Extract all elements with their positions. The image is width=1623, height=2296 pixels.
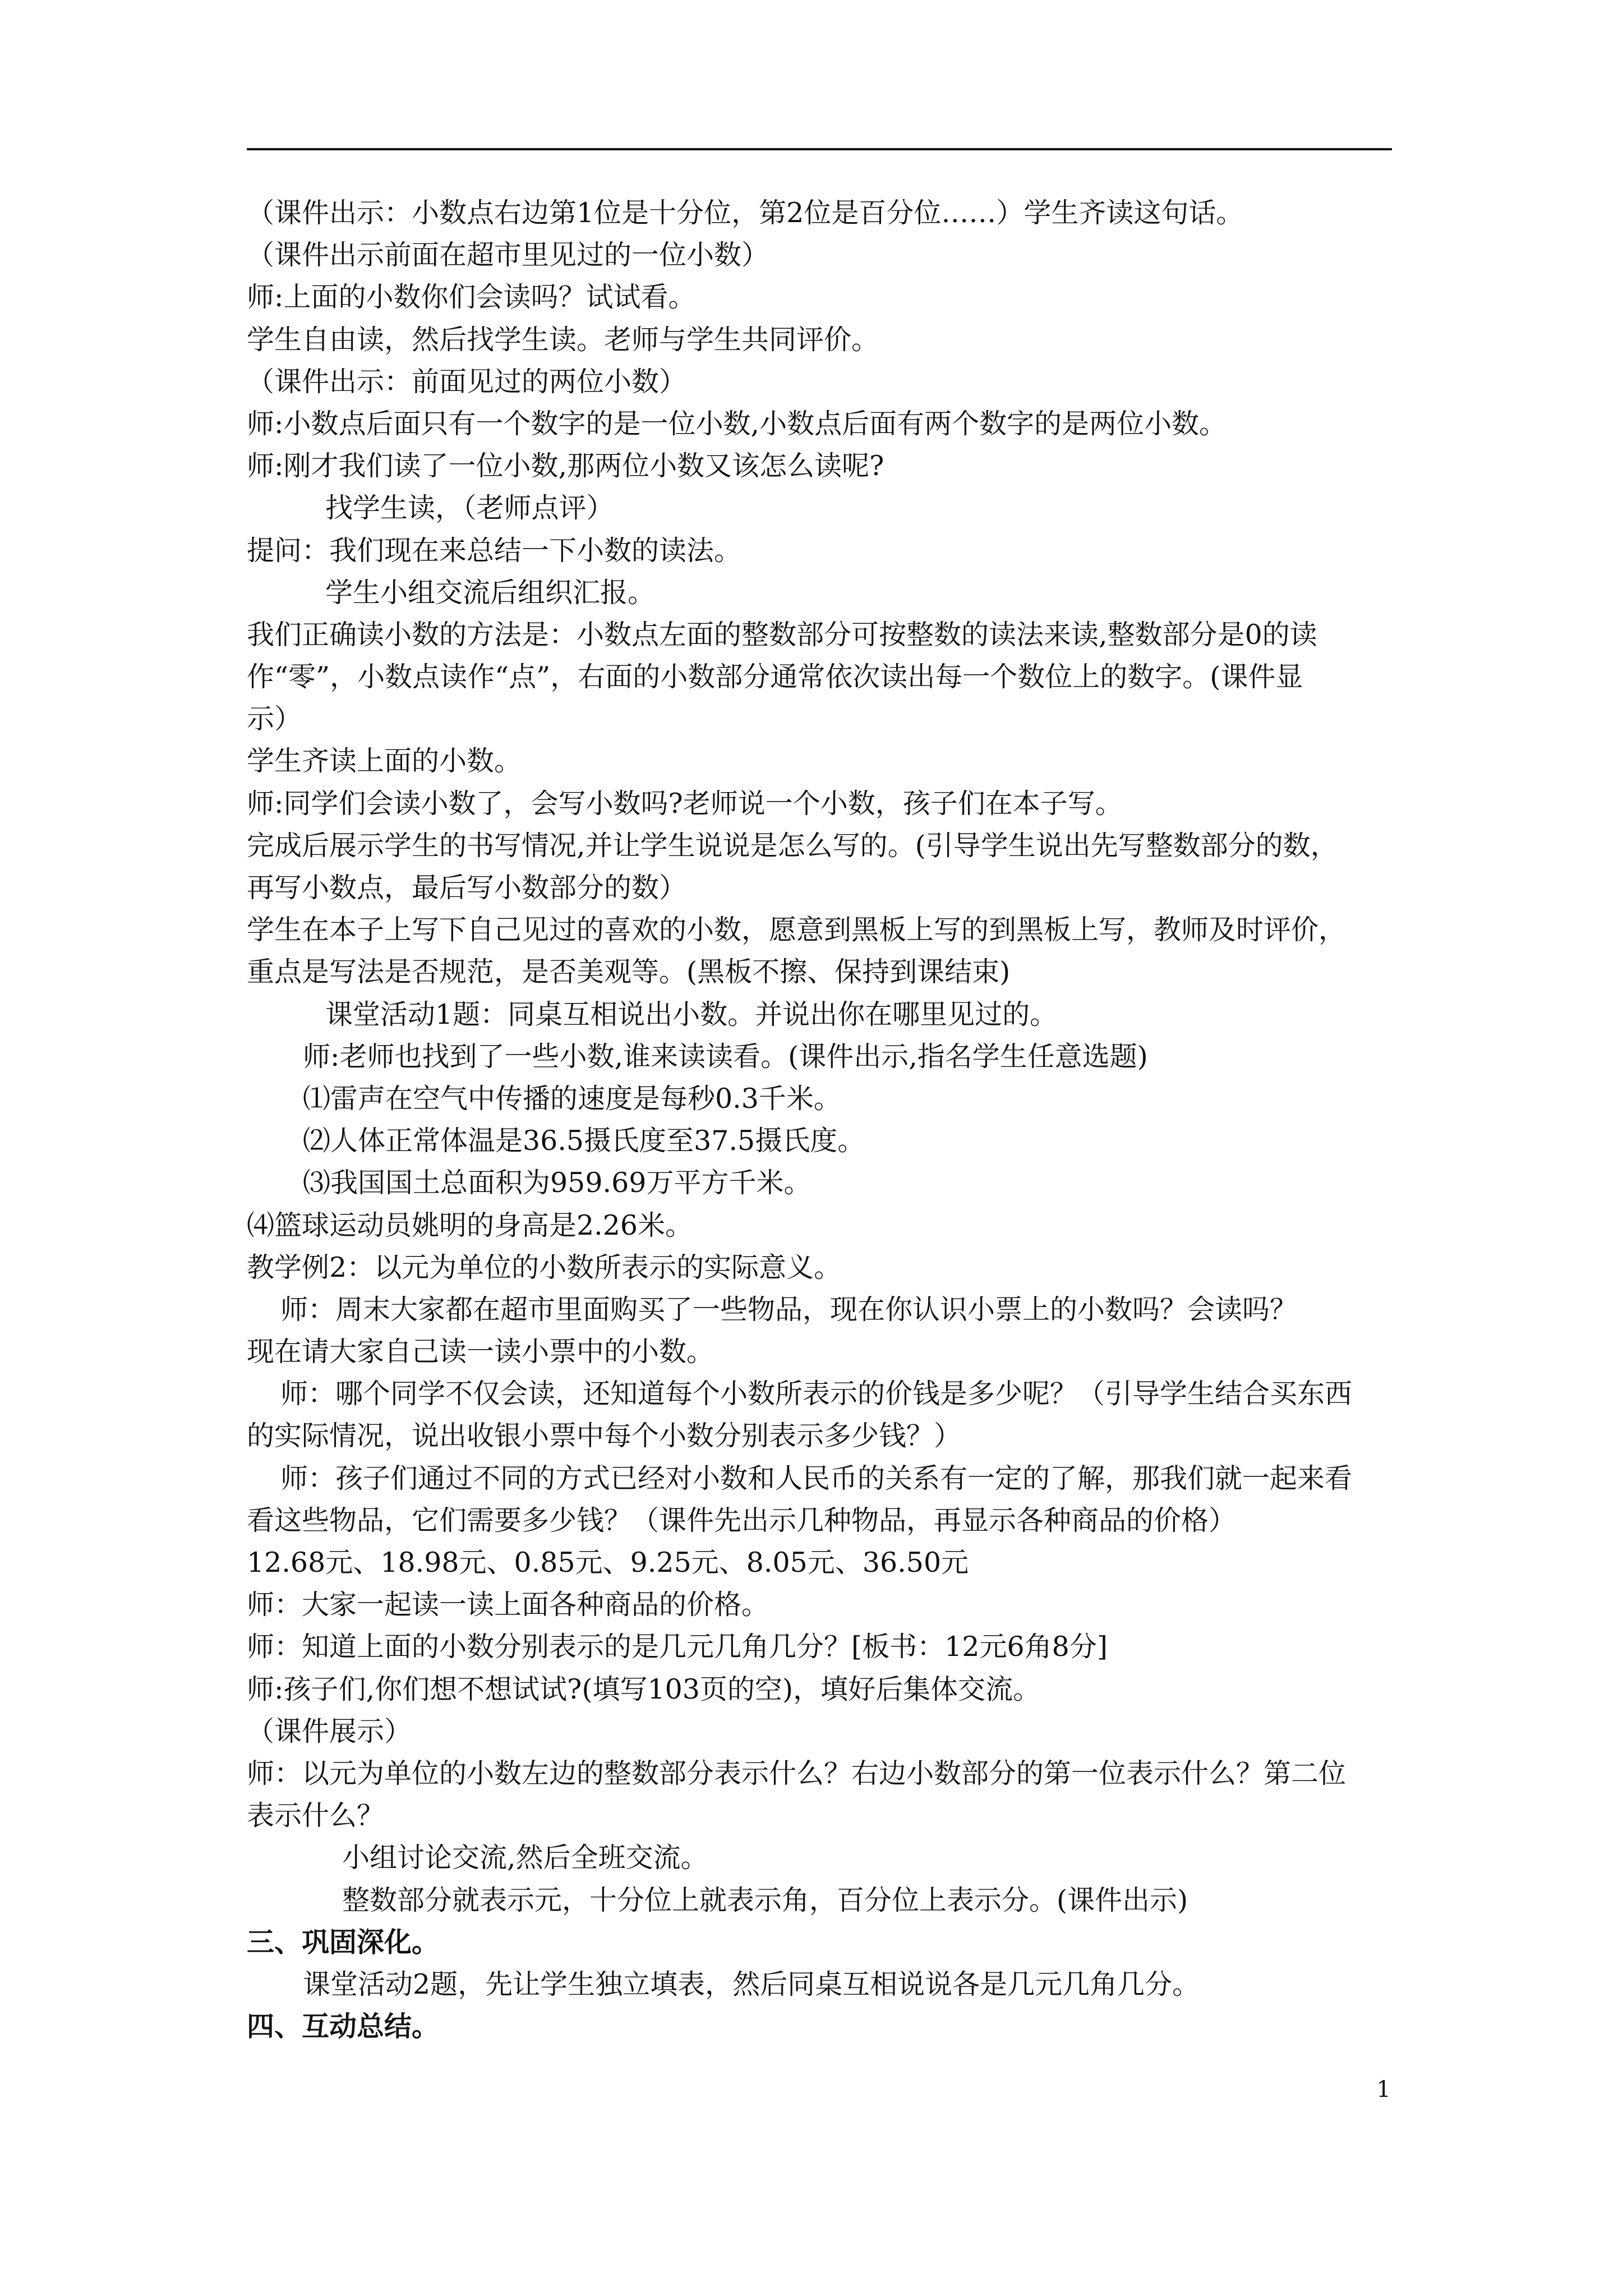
section-heading: 四、互动总结。	[247, 2010, 440, 2043]
text-line: 提问：我们现在来总结一下小数的读法。	[247, 534, 742, 567]
text-line: 师:孩子们,你们想不想试试?(填写103页的空)，填好后集体交流。	[247, 1673, 1041, 1705]
text-line: 整数部分就表示元，十分位上就表示角，百分位上表示分。(课件出示)	[342, 1884, 1188, 1916]
text-line: 完成后展示学生的书写情况,并让学生说说是怎么写的。(引导学生说出先写整数部分的数，	[247, 829, 1338, 862]
text-line: 师:上面的小数你们会读吗？试试看。	[247, 281, 696, 314]
text-line: 小组讨论交流,然后全班交流。	[342, 1842, 708, 1874]
text-line: 课堂活动2题，先让学生独立填表，然后同桌互相说说各是几元几角几分。	[303, 1968, 1200, 2000]
text-line: 师：周末大家都在超市里面购买了一些物品，现在你认识小票上的小数吗？会读吗？	[280, 1293, 1298, 1326]
text-line: （课件出示：前面见过的两位小数）	[247, 365, 687, 398]
text-line: 的实际情况，说出收银小票中每个小数分别表示多少钱？）	[247, 1420, 962, 1452]
text-line: 作“零”，小数点读作“点”，右面的小数部分通常依次读出每一个数位上的数字。(课件显	[247, 661, 1303, 693]
text-line: 师：大家一起读一读上面各种商品的价格。	[247, 1589, 769, 1621]
text-line: 师:刚才我们读了一位小数,那两位小数又该怎么读呢?	[247, 450, 884, 482]
text-line: ⑶我国国土总面积为959.69万平方千米。	[303, 1167, 811, 1199]
section-heading: 三、巩固深化。	[247, 1925, 440, 1958]
text-line: 重点是写法是否规范，是否美观等。(黑板不擦、保持到课结束)	[247, 956, 1011, 988]
text-line: （课件出示：小数点右边第1位是十分位，第2位是百分位……）学生齐读这句话。	[247, 197, 1244, 229]
text-line: ⑵人体正常体温是36.5摄氏度至37.5摄氏度。	[303, 1125, 865, 1157]
text-line: ⑴雷声在空气中传播的速度是每秒0.3千米。	[303, 1082, 841, 1115]
text-line: 课堂活动1题：同桌互相说出小数。并说出你在哪里见过的。	[325, 998, 1058, 1030]
text-line: 找学生读，（老师点评）	[325, 492, 614, 524]
text-line: （课件出示前面在超市里见过的一位小数）	[247, 239, 769, 272]
text-line: 学生齐读上面的小数。	[247, 745, 522, 777]
header-rule	[247, 148, 1392, 150]
text-line: 学生小组交流后组织汇报。	[325, 576, 656, 609]
text-line: 看这些物品，它们需要多少钱？（课件先出示几种物品，再显示各种商品的价格）	[247, 1504, 1237, 1536]
text-line: 再写小数点，最后写小数部分的数）	[247, 872, 687, 904]
text-line: 我们正确读小数的方法是：小数点左面的整数部分可按整数的读法来读,整数部分是0的读	[247, 618, 1317, 651]
body-text	[247, 192, 1392, 2047]
text-line: 学生在本子上写下自己见过的喜欢的小数，愿意到黑板上写的到黑板上写，教师及时评价，	[247, 914, 1347, 946]
text-line: 师：知道上面的小数分别表示的是几元几角几分？[板书：12元6角8分]	[247, 1631, 1108, 1663]
text-line: 师：孩子们通过不同的方式已经对小数和人民币的关系有一定的了解，那我们就一起来看	[280, 1462, 1353, 1494]
text-line: 师：以元为单位的小数左边的整数部分表示什么？右边小数部分的第一位表示什么？第二位	[247, 1757, 1347, 1789]
text-line: 教学例2：以元为单位的小数所表示的实际意义。	[247, 1251, 842, 1283]
text-line: （课件展示）	[247, 1715, 412, 1747]
text-line: 学生自由读，然后找学生读。老师与学生共同评价。	[247, 323, 879, 356]
text-line: 12.68元、18.98元、0.85元、9.25元、8.05元、36.50元	[247, 1547, 969, 1579]
text-line: ⑷篮球运动员姚明的身高是2.26米。	[247, 1209, 693, 1241]
text-line: 师:同学们会读小数了，会写小数吗?老师说一个小数，孩子们在本子写。	[247, 787, 1123, 820]
text-line: 现在请大家自己读一读小票中的小数。	[247, 1336, 714, 1368]
text-line: 表示什么？	[247, 1800, 385, 1832]
page-number: 1	[1376, 2077, 1391, 2102]
text-line: 示）	[247, 703, 302, 735]
text-line: 师:老师也找到了一些小数,谁来读读看。(课件出示,指名学生任意选题)	[303, 1040, 1148, 1073]
text-line: 师：哪个同学不仅会读，还知道每个小数所表示的价钱是多少呢？（引导学生结合买东西	[280, 1378, 1353, 1410]
text-line: 师:小数点后面只有一个数字的是一位小数,小数点后面有两个数字的是两位小数。	[247, 407, 1227, 440]
